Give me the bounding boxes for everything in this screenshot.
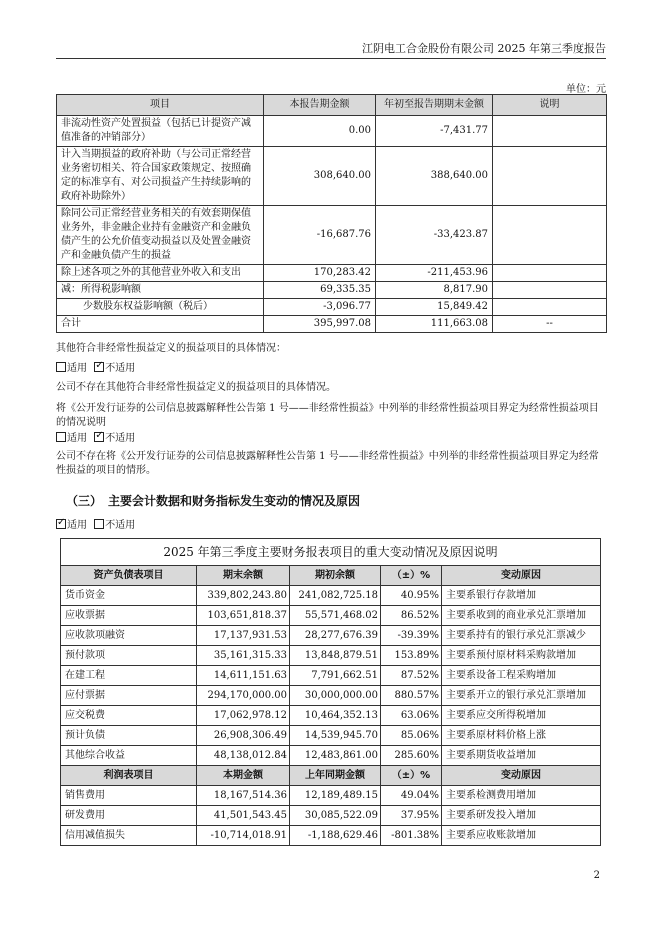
cell: 14,539,945.70 bbox=[290, 726, 381, 746]
checkbox-group-1 bbox=[56, 362, 606, 376]
cell: 在建工程 bbox=[61, 666, 197, 686]
cell: 预付款项 bbox=[61, 646, 197, 666]
cell: 10,464,352.13 bbox=[290, 706, 381, 726]
row-note bbox=[493, 299, 607, 316]
col-header-note: 说明 bbox=[493, 95, 607, 116]
cell: 应付票据 bbox=[61, 686, 197, 706]
table-row bbox=[61, 666, 601, 686]
table-row bbox=[61, 706, 601, 726]
row-ytd: 8,817.90 bbox=[376, 282, 493, 299]
cell: 其他综合收益 bbox=[61, 746, 197, 766]
table-row bbox=[57, 299, 607, 316]
checkbox-group-3 bbox=[56, 519, 606, 533]
checkbox-checked-icon[interactable] bbox=[56, 519, 66, 529]
row-ytd: 15,849.42 bbox=[376, 299, 493, 316]
col-header: （±）% bbox=[381, 766, 442, 786]
cell: 294,170,000.00 bbox=[197, 686, 290, 706]
checkbox-icon[interactable] bbox=[56, 362, 66, 372]
table-row bbox=[57, 282, 607, 299]
paragraph-no-reclassification: 公司不存在将《公开发行证券的公司信息披露解释性公告第 1 号——非经常性损益》中列举的非经常性损益项目界定为经常性损益的项目的情形。 bbox=[56, 451, 599, 476]
checkbox-label: 不适用 bbox=[105, 433, 136, 444]
checkbox-label: 适用 bbox=[67, 520, 87, 531]
checkbox-checked-icon[interactable] bbox=[94, 432, 104, 442]
paragraph-reclassification: 将《公开发行证券的公司信息披露解释性公告第 1 号——非经常性损益》中列举的非经常性损益项目界定为经常性损益项目的情况说明 bbox=[56, 403, 599, 428]
row-ytd: 111,663.08 bbox=[376, 316, 493, 333]
cell: 85.06% bbox=[381, 726, 442, 746]
table-row bbox=[57, 116, 607, 147]
table-row bbox=[57, 265, 607, 282]
cell: 应收票据 bbox=[61, 606, 197, 626]
row-ytd: 388,640.00 bbox=[376, 147, 493, 206]
table-row bbox=[61, 826, 601, 846]
cell: 153.89% bbox=[381, 646, 442, 666]
row-item: 非流动性资产处置损益（包括已计提资产减值准备的冲销部分） bbox=[57, 116, 264, 147]
cell: 48,138,012.84 bbox=[197, 746, 290, 766]
cell: -801.38% bbox=[381, 826, 442, 846]
cell: 49.04% bbox=[381, 786, 442, 806]
col-header: 期初余额 bbox=[290, 566, 381, 586]
cell: 主要系原材料价格上涨 bbox=[442, 726, 601, 746]
cell: 主要系银行存款增加 bbox=[442, 586, 601, 606]
cell: 55,571,468.02 bbox=[290, 606, 381, 626]
table-row bbox=[57, 147, 607, 206]
cell: 87.52% bbox=[381, 666, 442, 686]
row-item: 合计 bbox=[57, 316, 264, 333]
cell: 35,161,315.33 bbox=[197, 646, 290, 666]
col-header: 变动原因 bbox=[442, 766, 601, 786]
row-item: 减：所得税影响额 bbox=[57, 282, 264, 299]
row-current: 308,640.00 bbox=[264, 147, 376, 206]
cell: 13,848,879.51 bbox=[290, 646, 381, 666]
page-number: 2 bbox=[593, 870, 600, 881]
cell: 17,137,931.53 bbox=[197, 626, 290, 646]
cell: 103,651,818.37 bbox=[197, 606, 290, 626]
cell: -1,188,629.46 bbox=[290, 826, 381, 846]
col-header: 本期金额 bbox=[197, 766, 290, 786]
col-header-current: 本报告期金额 bbox=[264, 95, 376, 116]
table-row bbox=[61, 626, 601, 646]
cell: 研发费用 bbox=[61, 806, 197, 826]
cell: 应交税费 bbox=[61, 706, 197, 726]
cell: 285.60% bbox=[381, 746, 442, 766]
cell: 339,802,243.80 bbox=[197, 586, 290, 606]
section-title: （三） 主要会计数据和财务指标发生变动的情况及原因 bbox=[66, 494, 361, 508]
row-note bbox=[493, 282, 607, 299]
table-row bbox=[61, 686, 601, 706]
cell: 主要系收到的商业承兑汇票增加 bbox=[442, 606, 601, 626]
row-note bbox=[493, 265, 607, 282]
col-header-ytd: 年初至报告期期末金额 bbox=[376, 95, 493, 116]
cell: 86.52% bbox=[381, 606, 442, 626]
col-header-item: 项目 bbox=[57, 95, 264, 116]
cell: 41,501,543.45 bbox=[197, 806, 290, 826]
table-row bbox=[61, 726, 601, 746]
row-current: 0.00 bbox=[264, 116, 376, 147]
cell: 主要系持有的银行承兑汇票减少 bbox=[442, 626, 601, 646]
row-ytd: -211,453.96 bbox=[376, 265, 493, 282]
cell: 货币资金 bbox=[61, 586, 197, 606]
row-item: 除上述各项之外的其他营业外收入和支出 bbox=[57, 265, 264, 282]
table-row bbox=[61, 586, 601, 606]
col-header: 期末余额 bbox=[197, 566, 290, 586]
row-current: -16,687.76 bbox=[264, 206, 376, 265]
checkbox-icon[interactable] bbox=[94, 519, 104, 529]
checkbox-label: 适用 bbox=[67, 433, 87, 444]
checkbox-label: 不适用 bbox=[105, 520, 136, 531]
cell: 主要系检测费用增加 bbox=[442, 786, 601, 806]
cell: 信用减值损失 bbox=[61, 826, 197, 846]
row-item: 除同公司正常经营业务相关的有效套期保值业务外，非金融企业持有金融资产和金融负债产生的公允价值变动损益以及处置金融资产和金融负债产生的损益 bbox=[57, 206, 264, 265]
cell: 30,085,522.09 bbox=[290, 806, 381, 826]
table-row bbox=[61, 606, 601, 626]
row-current: 395,997.08 bbox=[264, 316, 376, 333]
cell: 预计负债 bbox=[61, 726, 197, 746]
row-current: -3,096.77 bbox=[264, 299, 376, 316]
row-note bbox=[493, 147, 607, 206]
non-recurring-items-table bbox=[56, 94, 607, 333]
col-header: （±）% bbox=[381, 566, 442, 586]
table-row bbox=[61, 806, 601, 826]
row-current: 170,283.42 bbox=[264, 265, 376, 282]
cell: 主要系开立的银行承兑汇票增加 bbox=[442, 686, 601, 706]
cell: 30,000,000.00 bbox=[290, 686, 381, 706]
cell: 主要系应交所得税增加 bbox=[442, 706, 601, 726]
cell: 37.95% bbox=[381, 806, 442, 826]
row-ytd: -7,431.77 bbox=[376, 116, 493, 147]
cell: 主要系期货收益增加 bbox=[442, 746, 601, 766]
cell: 主要系设备工程采购增加 bbox=[442, 666, 601, 686]
col-header: 变动原因 bbox=[442, 566, 601, 586]
table-row bbox=[61, 646, 601, 666]
row-item: 计入当期损益的政府补助（与公司正常经营业务密切相关、符合国家政策规定、按照确定的标准享有、对公司损益产生持续影响的政府补助除外） bbox=[57, 147, 264, 206]
cell: 63.06% bbox=[381, 706, 442, 726]
cell: 主要系研发投入增加 bbox=[442, 806, 601, 826]
cell: -39.39% bbox=[381, 626, 442, 646]
cell: 14,611,151.63 bbox=[197, 666, 290, 686]
row-ytd: -33,423.87 bbox=[376, 206, 493, 265]
cell: 241,082,725.18 bbox=[290, 586, 381, 606]
row-note bbox=[493, 206, 607, 265]
checkbox-label: 适用 bbox=[67, 363, 87, 374]
cell: 12,483,861.00 bbox=[290, 746, 381, 766]
table-row bbox=[57, 206, 607, 265]
row-note bbox=[493, 116, 607, 147]
cell: -10,714,018.91 bbox=[197, 826, 290, 846]
cell: 主要系预付原材料采购款增加 bbox=[442, 646, 601, 666]
cell: 28,277,676.39 bbox=[290, 626, 381, 646]
cell: 主要系应收账款增加 bbox=[442, 826, 601, 846]
row-note: -- bbox=[493, 316, 607, 333]
unit-label: 单位：元 bbox=[566, 84, 606, 95]
col-header: 资产负债表项目 bbox=[61, 566, 197, 586]
checkbox-group-2 bbox=[56, 432, 606, 446]
row-current: 69,335.35 bbox=[264, 282, 376, 299]
balance-sheet-header-row bbox=[61, 566, 601, 586]
table-row bbox=[61, 786, 601, 806]
cell: 40.95% bbox=[381, 586, 442, 606]
checkbox-checked-icon[interactable] bbox=[94, 362, 104, 372]
table-row bbox=[61, 746, 601, 766]
cell: 17,062,978.12 bbox=[197, 706, 290, 726]
cell: 880.57% bbox=[381, 686, 442, 706]
header-divider bbox=[56, 58, 606, 59]
cell: 12,189,489.15 bbox=[290, 786, 381, 806]
cell: 18,167,514.36 bbox=[197, 786, 290, 806]
col-header: 上年同期金额 bbox=[290, 766, 381, 786]
table-caption: 2025 年第三季度主要财务报表项目的重大变动情况及原因说明 bbox=[61, 539, 601, 566]
checkbox-icon[interactable] bbox=[56, 432, 66, 442]
major-changes-table bbox=[60, 538, 601, 846]
cell: 应收款项融资 bbox=[61, 626, 197, 646]
paragraph-other-items: 其他符合非经常性损益定义的损益项目的具体情况： bbox=[56, 343, 286, 354]
cell: 26,908,306.49 bbox=[197, 726, 290, 746]
cell: 销售费用 bbox=[61, 786, 197, 806]
row-item: 少数股东权益影响额（税后） bbox=[57, 299, 264, 316]
table-row-total bbox=[57, 316, 607, 333]
document-header: 江阴电工合金股份有限公司 2025 年第三季度报告 bbox=[362, 42, 606, 55]
income-statement-header-row bbox=[61, 766, 601, 786]
checkbox-label: 不适用 bbox=[105, 363, 136, 374]
cell: 7,791,662.51 bbox=[290, 666, 381, 686]
paragraph-no-other-items: 公司不存在其他符合非经常性损益定义的损益项目的具体情况。 bbox=[56, 382, 336, 393]
col-header: 利润表项目 bbox=[61, 766, 197, 786]
